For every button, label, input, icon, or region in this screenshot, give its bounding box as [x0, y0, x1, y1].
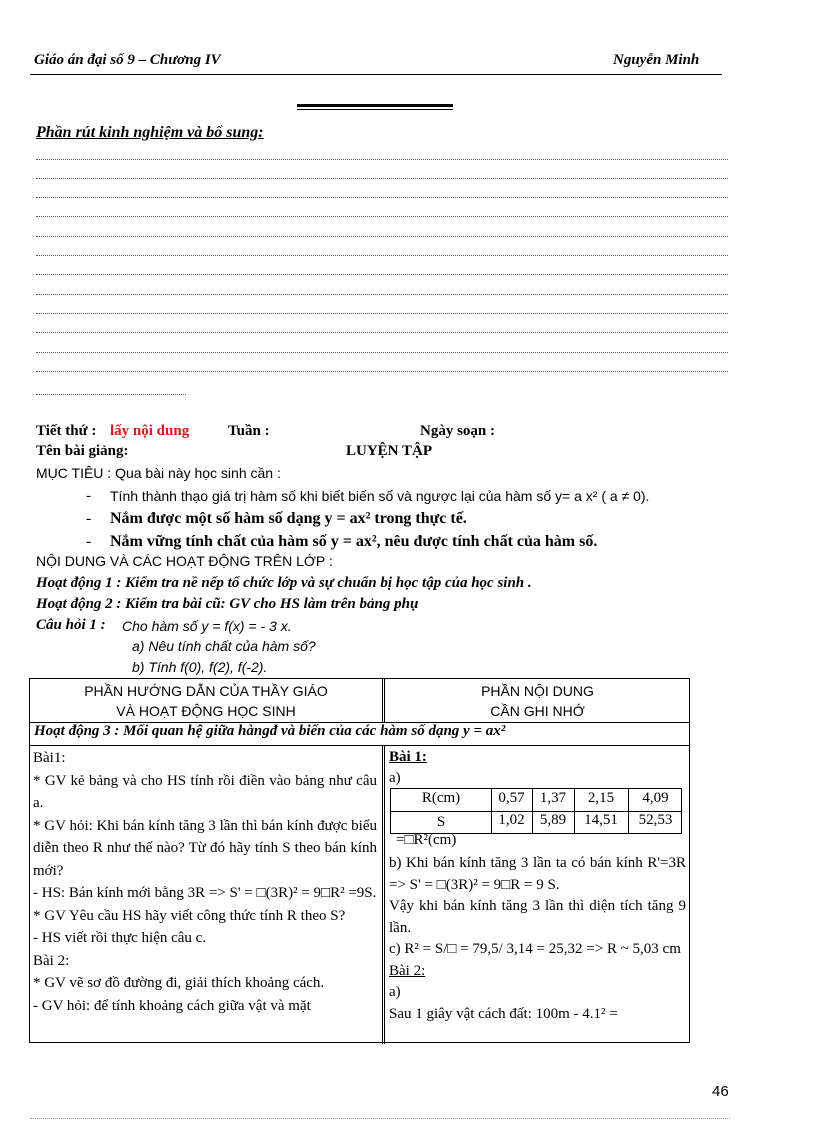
dotted-line — [36, 274, 728, 276]
column-divider — [382, 745, 385, 1044]
guidance-line: - HS: Bán kính mới bằng 3R => S' = □(3R)² = 9□R² =9S. — [33, 885, 377, 901]
decorative-rule-thin — [297, 109, 453, 110]
table-header-cell: 1,37 — [539, 790, 567, 806]
dotted-line — [36, 197, 728, 199]
dotted-line — [36, 313, 728, 315]
decorative-rule — [297, 104, 453, 107]
dotted-line — [36, 294, 728, 296]
question-b: b) Tính f(0), f(2), f(-2). — [132, 659, 268, 675]
dotted-line — [36, 352, 728, 354]
table-header-cell: 0,57 — [498, 790, 525, 806]
dotted-line — [36, 216, 728, 218]
part-c-text: c) R² = S/□ = 79,5/ 3,14 = 25,32 => R ~ 5,03 cm — [389, 941, 681, 957]
dotted-line — [36, 332, 728, 334]
table-cell: 1,02 — [498, 812, 525, 828]
activity-table — [29, 678, 690, 1043]
exercise-1-label: Bài 1: — [389, 749, 427, 765]
question-a: a) Nêu tính chất của hàm số? — [132, 638, 316, 654]
guidance-line: Bài1: — [33, 750, 66, 766]
objective-text: Nắm được một số hàm số dạng y = ax² trong thực tế. — [110, 510, 467, 527]
objective-text: Tính thành thạo giá trị hàm số khi biết biến số và ngược lại của hàm số y= a x² ( a ≠ 0). — [110, 488, 650, 504]
page-number: 46 — [712, 1083, 729, 1100]
lesson-name: LUYỆN TẬP — [346, 443, 432, 459]
period-label: Tiết thứ : — [36, 423, 97, 439]
dotted-line — [36, 159, 728, 161]
question-label: Câu hỏi 1 : — [36, 617, 106, 633]
footer-dotted-line — [30, 1118, 730, 1119]
row-label-line1: S — [436, 814, 446, 830]
question-text: Cho hàm số y = f(x) = - 3 x. — [122, 618, 292, 634]
row-label-line2: =□R²(cm) — [396, 832, 457, 848]
activity-1: Hoạt động 1 : Kiểm tra nề nếp tổ chức lớp và sự chuẩn bị học tập của học sinh . — [36, 575, 532, 591]
table-cell: 14,51 — [584, 812, 618, 828]
notes-section-title: Phần rút kinh nghiệm và bổ sung: — [36, 124, 264, 141]
part-b-text: b) Khi bán kính tăng 3 lần ta có bán kính R'=3R => S' = □(3R)² = 9□R = 9 S. — [389, 855, 686, 893]
dotted-line — [36, 371, 728, 373]
head-left-line2: VÀ HOẠT ĐỘNG HỌC SINH — [116, 703, 296, 719]
week-label: Tuần : — [228, 423, 270, 439]
header-title: Giáo án đại số 9 – Chương IV — [34, 52, 221, 68]
lesson-name-label: Tên bài giảng: — [36, 443, 129, 459]
table-header-cell: 4,09 — [642, 790, 669, 806]
dotted-line — [36, 236, 728, 238]
guidance-line: * GV kẻ bảng và cho HS tính rồi điền vào bảng như câu a. — [33, 772, 377, 811]
guidance-line: * GV Yêu cầu HS hãy viết công thức tính R theo S? — [33, 907, 346, 924]
table-cell: 5,89 — [539, 812, 567, 828]
objective-text: Nắm vững tính chất của hàm số y = ax², nêu được tính chất của hàm số. — [110, 533, 598, 550]
header-divider — [30, 74, 722, 75]
activity-3: Hoạt động 3 : Mối quan hệ giữa hàngđ và biến của các hàm số dạng y = ax² — [34, 723, 506, 739]
head-left — [30, 681, 382, 721]
part-a2-text: Sau 1 giây vật cách đất: 100m - 4.1² = — [389, 1005, 618, 1022]
activity-2: Hoạt động 2 : Kiểm tra bài cũ: GV cho HS làm trên bảng phụ — [36, 596, 419, 612]
part-b-conclusion: Vậy khi bán kính tăng 3 lần thì diện tích tăng 9 lần. — [389, 898, 686, 936]
table-header-cell: 2,15 — [587, 790, 615, 806]
teacher-guidance — [33, 747, 377, 1017]
dotted-line — [36, 394, 186, 396]
content-heading: NỘI DUNG VÀ CÁC HOẠT ĐỘNG TRÊN LỚP : — [36, 553, 333, 569]
guidance-line: * GV vẽ sơ đồ đường đi, giải thích khoảng cách. — [33, 975, 325, 991]
content-to-remember — [389, 747, 686, 789]
objective-heading: MỤC TIÊU : Qua bài này học sinh cần : — [36, 465, 281, 481]
guidance-line: - HS viết rồi thực hiện câu c. — [33, 930, 207, 946]
table-row-label — [391, 812, 491, 832]
dotted-line — [36, 255, 728, 257]
guidance-line: * GV hỏi: Khi bán kính tăng 3 lần thì bán kính được biểu diễn theo R như thế nào? Từ đó hãy tính S theo bán kính mới? — [33, 817, 377, 879]
table-header-cell: R(cm) — [421, 790, 461, 806]
table-cell: 52,53 — [638, 812, 673, 828]
exercise-2-label: Bài 2: — [389, 962, 426, 979]
date-label: Ngày soạn : — [420, 423, 496, 439]
guidance-line: - GV hỏi: để tính khoảng cách giữa vật và mặt — [33, 997, 311, 1014]
period-value: lấy nội dung — [110, 423, 190, 439]
exercise-1-solutions — [389, 853, 686, 1025]
part-a2-label: a) — [389, 984, 401, 1000]
head-right-line2: CẦN GHI NHỚ — [490, 703, 585, 719]
head-right — [385, 681, 690, 721]
head-left-line1: PHẦN HƯỚNG DẪN CỦA THẦY GIÁO — [84, 683, 328, 699]
values-table — [390, 788, 682, 834]
guidance-line: Bài 2: — [33, 952, 70, 969]
part-a-label: a) — [389, 770, 401, 786]
dotted-line — [36, 178, 728, 180]
head-right-line1: PHẦN NỘI DUNG — [481, 683, 594, 699]
row-divider — [30, 745, 689, 746]
header-author: Nguyễn Minh — [613, 52, 700, 68]
